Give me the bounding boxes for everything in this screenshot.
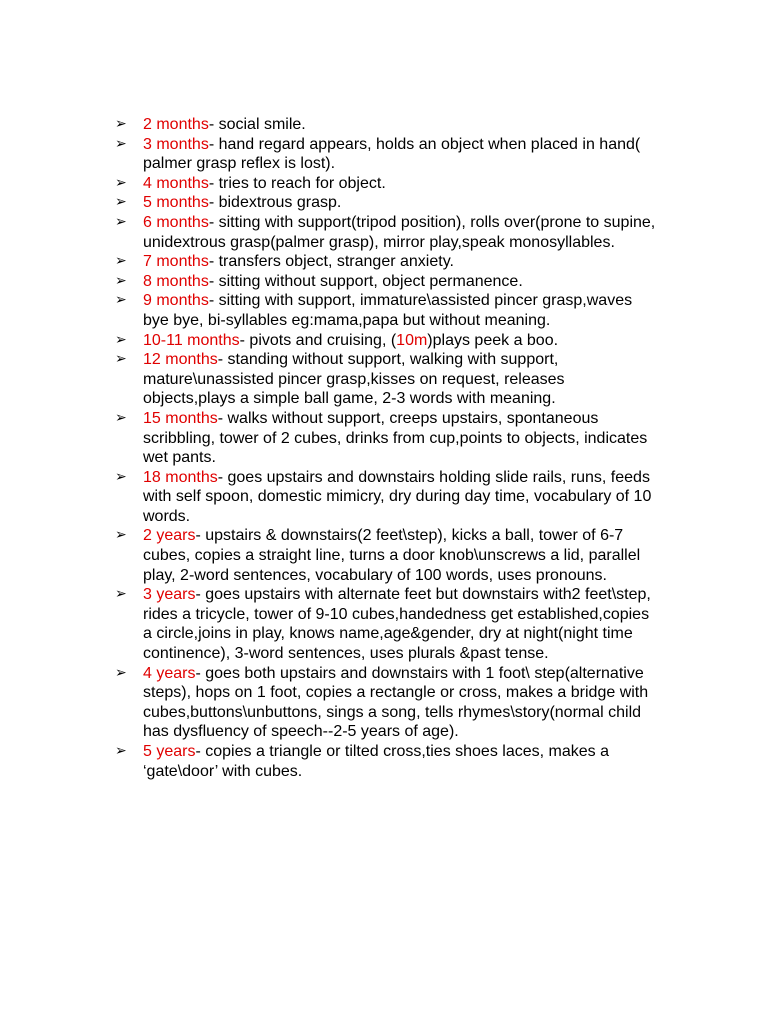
age-label: 2 months (143, 116, 209, 133)
list-item (115, 193, 660, 213)
age-label: 9 months (143, 292, 209, 310)
arrow-bullet-icon: ➢ (115, 135, 127, 152)
arrow-bullet-icon: ➢ (115, 194, 127, 211)
list-item (115, 291, 660, 330)
milestone-text: - goes both upstairs and downstairs with 1 foot\ step(alternative steps), hops on 1 foot, copies a rectangle or cross, makes a bridge with cubes,buttons\unbuttons, sings a song, tells rhymes\story(normal child has dysfluency of speech--2-5 years of age). (143, 664, 649, 741)
arrow-bullet-icon: ➢ (115, 527, 127, 544)
list-item (115, 585, 660, 663)
milestone-text: - sitting with support(tripod position), rolls over(prone to supine, unidextrous grasp(palmer grasp), mirror play,speak monosyllables. (143, 213, 656, 251)
age-label: 7 months (143, 253, 209, 271)
age-label: 10-11 months (143, 331, 240, 349)
list-item (115, 252, 660, 272)
milestone-text: - walks without support, creeps upstairs, spontaneous scribbling, tower of 2 cubes, drinks from cup,points to objects, indicates wet pants. (143, 409, 648, 467)
arrow-bullet-icon: ➢ (115, 292, 127, 309)
milestone-text: - sitting without support, object permanence. (208, 272, 523, 290)
milestone-text: - upstairs & downstairs(2 feet\step), kicks a ball, tower of 6-7 cubes, copies a straight line, turns a door knob\unscrews a lid, parallel play, 2-word sentences, vocabulary of 100 words, uses pronouns. (143, 527, 641, 584)
list-item (115, 272, 660, 292)
arrow-bullet-icon: ➢ (115, 213, 127, 230)
milestone-text: - bidextrous grasp. (208, 194, 342, 212)
arrow-bullet-icon: ➢ (115, 331, 127, 348)
list-item (115, 174, 660, 194)
arrow-bullet-icon: ➢ (115, 174, 127, 191)
age-label: 5 years (143, 743, 196, 760)
milestone-text: - copies a triangle or tilted cross,ties shoes laces, makes a ‘gate\door’ with cubes. (143, 743, 609, 780)
arrow-bullet-icon: ➢ (115, 116, 127, 132)
age-label: 15 months (143, 409, 218, 427)
arrow-bullet-icon: ➢ (115, 743, 127, 759)
arrow-bullet-icon: ➢ (115, 468, 127, 485)
inline-age-label: 10m (396, 331, 428, 349)
list-item (115, 742, 660, 781)
list-item (115, 409, 660, 468)
milestone-text: - goes upstairs with alternate feet but downstairs with2 feet\step, rides a tricycle, tower of 9-10 cubes,handedness get established,copies a circle,joins in play, knows name,age&gender, dry at night(night time continence), 3-word sentences, uses plurals &past tense. (143, 586, 651, 663)
age-label: 6 months (143, 213, 209, 231)
list-item (115, 135, 660, 174)
arrow-bullet-icon: ➢ (115, 409, 127, 426)
age-label: 12 months (143, 351, 218, 369)
age-label: 5 months (143, 194, 209, 212)
arrow-bullet-icon: ➢ (115, 351, 127, 368)
milestone-text: - hand regard appears, holds an object when placed in hand( palmer grasp reflex is lost). (143, 135, 641, 173)
list-item (115, 331, 660, 351)
list-item (115, 664, 660, 742)
age-label: 3 years (143, 586, 196, 604)
arrow-bullet-icon: ➢ (115, 272, 127, 289)
milestone-text: - standing without support, walking with support, mature\unassisted pincer grasp,kisses on request, releases objects,plays a simple ball game, 2-3 words with meaning. (143, 351, 565, 408)
age-label: 18 months (143, 468, 218, 486)
arrow-bullet-icon: ➢ (115, 664, 127, 681)
milestone-text: - tries to reach for object. (208, 174, 386, 192)
age-label: 4 months (143, 174, 209, 192)
milestone-text: - pivots and cruising, ( (239, 331, 397, 349)
milestone-text: - transfers object, stranger anxiety. (208, 253, 454, 271)
milestone-list (115, 115, 660, 781)
milestone-text: - goes upstairs and downstairs holding slide rails, runs, feeds with self spoon, domestic mimicry, dry during day time, vocabulary of 10 words. (143, 468, 652, 525)
list-item (115, 350, 660, 409)
list-item (115, 213, 660, 252)
age-label: 2 years (143, 527, 196, 545)
age-label: 8 months (143, 272, 209, 290)
list-item (115, 526, 660, 585)
arrow-bullet-icon: ➢ (115, 586, 127, 603)
arrow-bullet-icon: ➢ (115, 253, 127, 270)
milestone-text: - social smile. (208, 116, 306, 133)
age-label: 4 years (143, 664, 196, 682)
milestone-text-continued: )plays peek a boo. (427, 331, 559, 349)
age-label: 3 months (143, 135, 209, 153)
list-item (115, 115, 660, 135)
milestone-text: - sitting with support, immature\assisted pincer grasp,waves bye bye, bi-syllables eg:mama,papa but without meaning. (143, 292, 633, 329)
list-item (115, 468, 660, 527)
